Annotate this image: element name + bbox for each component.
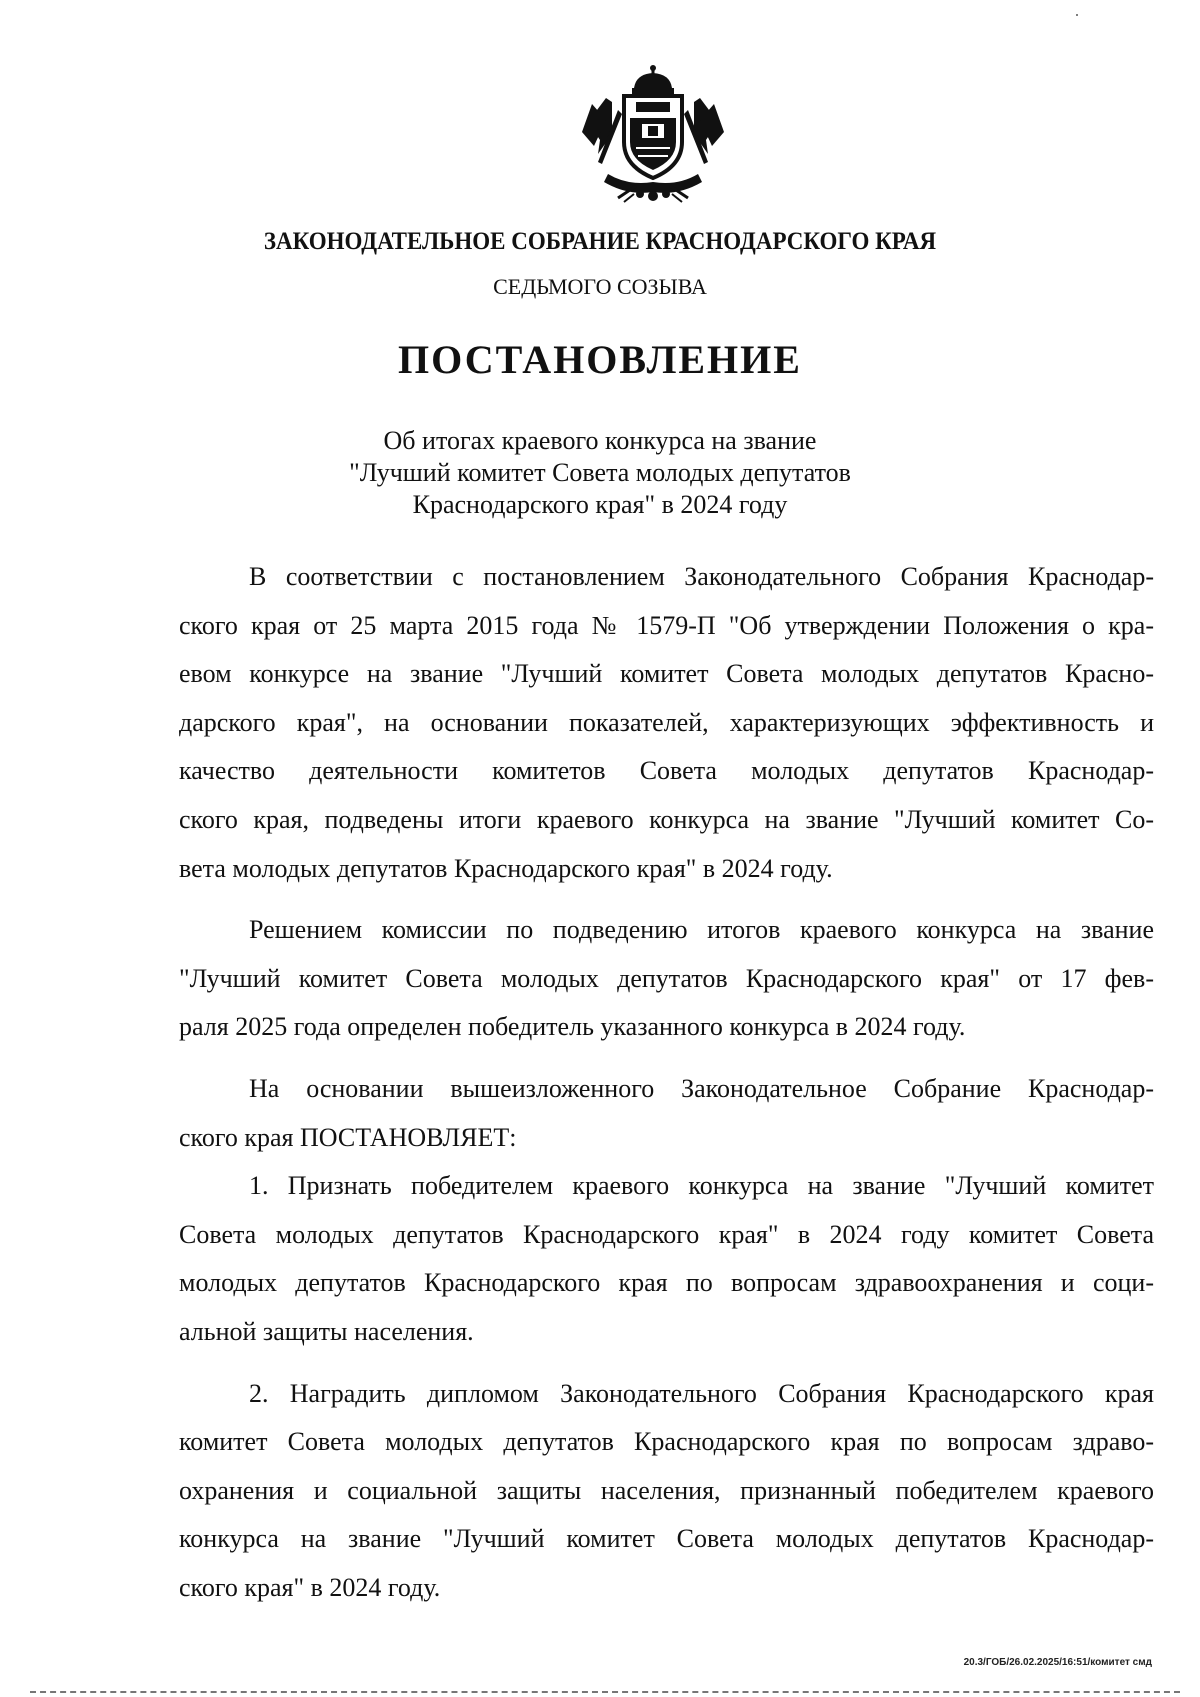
text-line: "Лучший комитет Совета молодых депутатов Краснодарского края" от 17 фев- bbox=[179, 963, 1154, 993]
text-line: Совета молодых депутатов Краснодарского края" в 2024 году комитет Совета bbox=[179, 1219, 1154, 1249]
text-line: 1. Признать победителем краевого конкурса на звание "Лучший комитет bbox=[249, 1171, 1154, 1201]
text-line: 2. Наградить дипломом Законодательного Собрания Краснодарского края bbox=[249, 1378, 1154, 1408]
text-line: качество деятельности комитетов Совета молодых депутатов Краснодар- bbox=[179, 756, 1154, 786]
text-line: охранения и социальной защиты населения, признанный победителем краевого bbox=[179, 1475, 1154, 1505]
text-line: Решением комиссии по подведению итогов краевого конкурса на звание bbox=[249, 915, 1154, 945]
text-line: альной защиты населения. bbox=[179, 1316, 474, 1346]
text-line: ского края от 25 марта 2015 года № 1579-П "Об утверждении Положения о кра- bbox=[179, 610, 1154, 640]
text-line: На основании вышеизложенного Законодательное Собрание Краснодар- bbox=[249, 1073, 1154, 1103]
scan-speck bbox=[1076, 14, 1078, 16]
commission-decision-paragraph bbox=[179, 906, 1154, 1052]
text-line: ского края" в 2024 году. bbox=[179, 1572, 441, 1602]
organization-title: ЗАКОНОДАТЕЛЬНОЕ СОБРАНИЕ КРАСНОДАРСКОГО КРАЯ bbox=[263, 228, 937, 255]
text-line: евом конкурсе на звание "Лучший комитет Совета молодых депутатов Красно- bbox=[179, 659, 1154, 689]
text-line: вета молодых депутатов Краснодарского края" в 2024 году. bbox=[179, 853, 833, 883]
resolution-intro-paragraph bbox=[179, 1065, 1154, 1162]
document-type-heading: ПОСТАНОВЛЕНИЕ bbox=[398, 337, 802, 382]
document-subject bbox=[0, 425, 1200, 521]
text-line: комитет Совета молодых депутатов Краснодарского края по вопросам здраво- bbox=[179, 1427, 1154, 1457]
convocation-label: СЕДЬМОГО СОЗЫВА bbox=[493, 274, 707, 299]
coat-of-arms-icon bbox=[578, 62, 728, 212]
preamble-paragraph bbox=[179, 553, 1154, 893]
document-registration-code: 20.3/ГОБ/26.02.2025/16:51/комитет смд bbox=[963, 1657, 1152, 1668]
subject-line: Краснодарского края" в 2024 году bbox=[412, 490, 788, 519]
document-body bbox=[179, 553, 1154, 1612]
text-line: В соответствии с постановлением Законодательного Собрания Краснодар- bbox=[249, 562, 1154, 591]
text-line: конкурса на звание "Лучший комитет Совета молодых депутатов Краснодар- bbox=[179, 1524, 1154, 1554]
subject-line: "Лучший комитет Совета молодых депутатов bbox=[349, 458, 851, 487]
text-line: молодых депутатов Краснодарского края по вопросам здравоохранения и соци- bbox=[179, 1268, 1154, 1298]
text-line: раля 2025 года определен победитель указанного конкурса в 2024 году. bbox=[179, 1012, 966, 1042]
resolution-item-2 bbox=[179, 1370, 1154, 1613]
text-line: ского края ПОСТАНОВЛЯЕТ: bbox=[179, 1122, 517, 1152]
resolution-item-1 bbox=[179, 1162, 1154, 1356]
text-line: ского края, подведены итоги краевого конкурса на звание "Лучший комитет Со- bbox=[179, 804, 1154, 834]
scan-edge-line bbox=[30, 1691, 1180, 1693]
subject-line: Об итогах краевого конкурса на звание bbox=[383, 426, 817, 455]
text-line: дарского края", на основании показателей, характеризующих эффективность и bbox=[179, 707, 1154, 737]
